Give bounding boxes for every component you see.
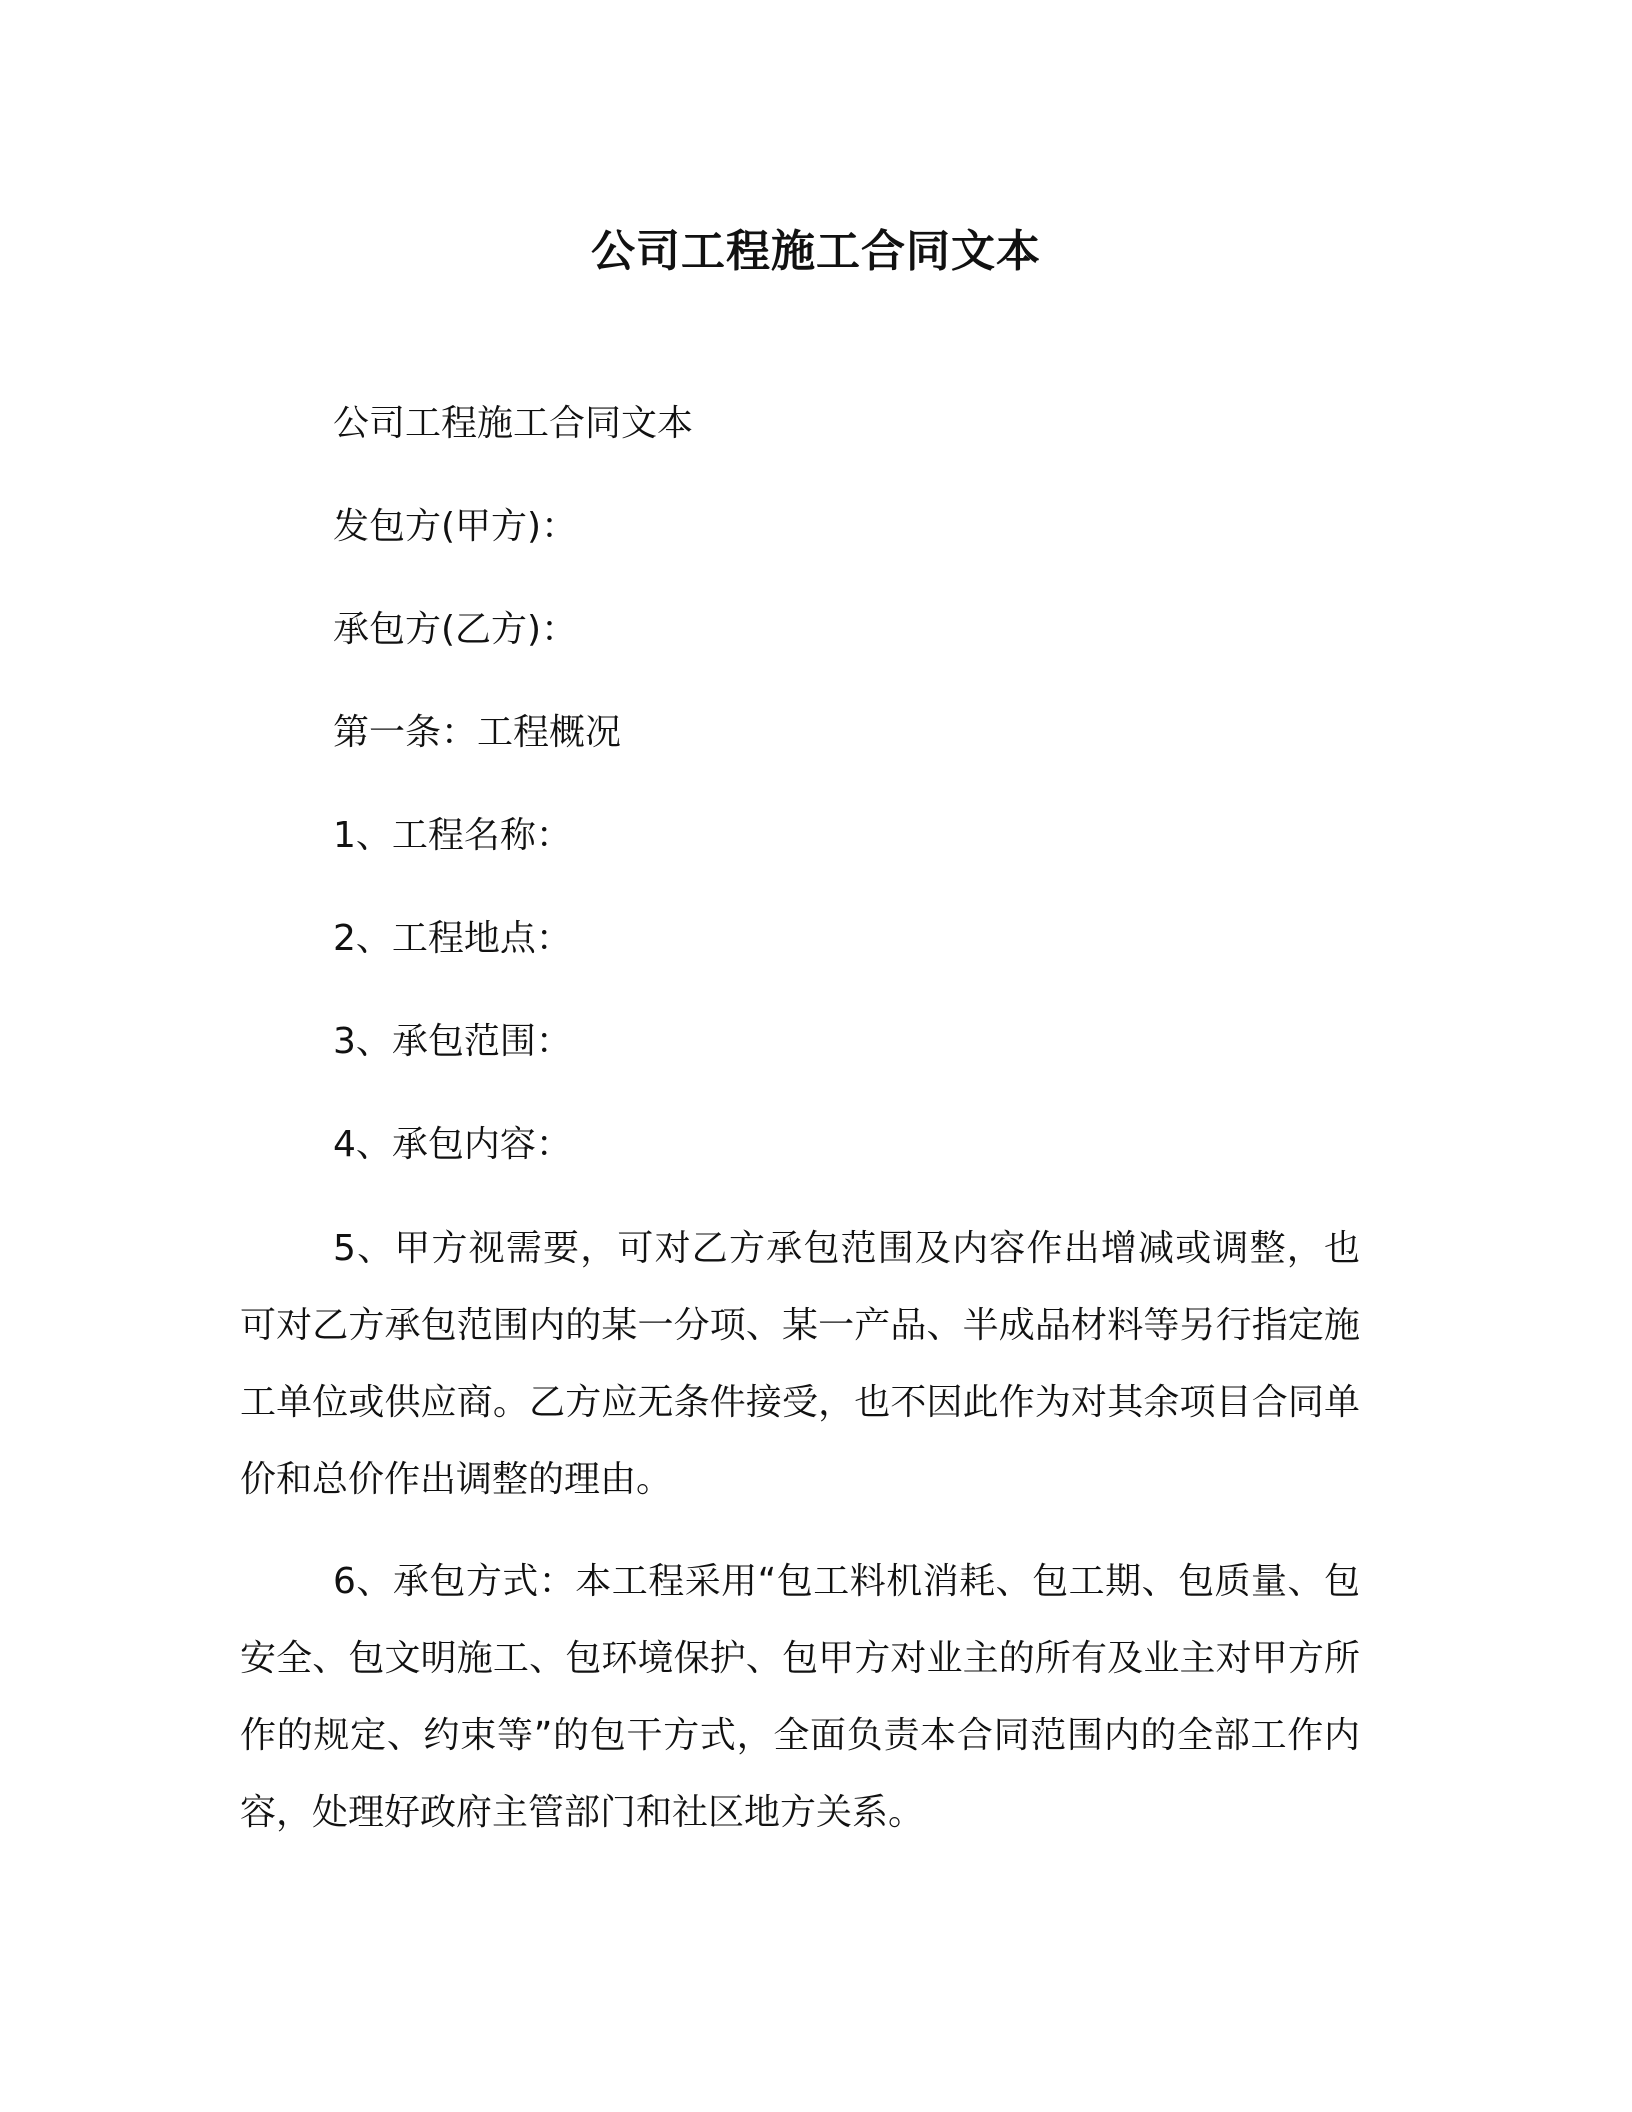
- item-2-project-location: 2、工程地点：: [333, 918, 572, 959]
- party-b-line: 承包方(乙方)：: [333, 609, 578, 650]
- item-6-paragraph: 6、承包方式：本工程采用“包工料机消耗、包工期、包质量、包安全、包文明施工、包环境保护、包甲方对业主的所有及业主对甲方所作的规定、约束等”的包干方式，全面负责本合同范围内的全部工作内容，处理好政府主管部门和社区地方关系。: [240, 1561, 1360, 1833]
- article-1-heading: 第一条：工程概况: [333, 712, 622, 753]
- document-title: 公司工程施工合同文本: [591, 226, 1041, 277]
- item-1-project-name: 1、工程名称：: [333, 815, 572, 856]
- item-4-contract-content: 4、承包内容：: [333, 1124, 572, 1165]
- document-subtitle: 公司工程施工合同文本: [333, 403, 694, 444]
- item-5-paragraph: 5、甲方视需要，可对乙方承包范围及内容作出增减或调整，也可对乙方承包范围内的某一分项、某一产品、半成品材料等另行指定施工单位或供应商。乙方应无条件接受，也不因此作为对其余项目合同单价和总价作出调整的理由。: [240, 1228, 1360, 1500]
- item-3-contract-scope: 3、承包范围：: [333, 1021, 572, 1062]
- party-a-line: 发包方(甲方)：: [333, 506, 578, 547]
